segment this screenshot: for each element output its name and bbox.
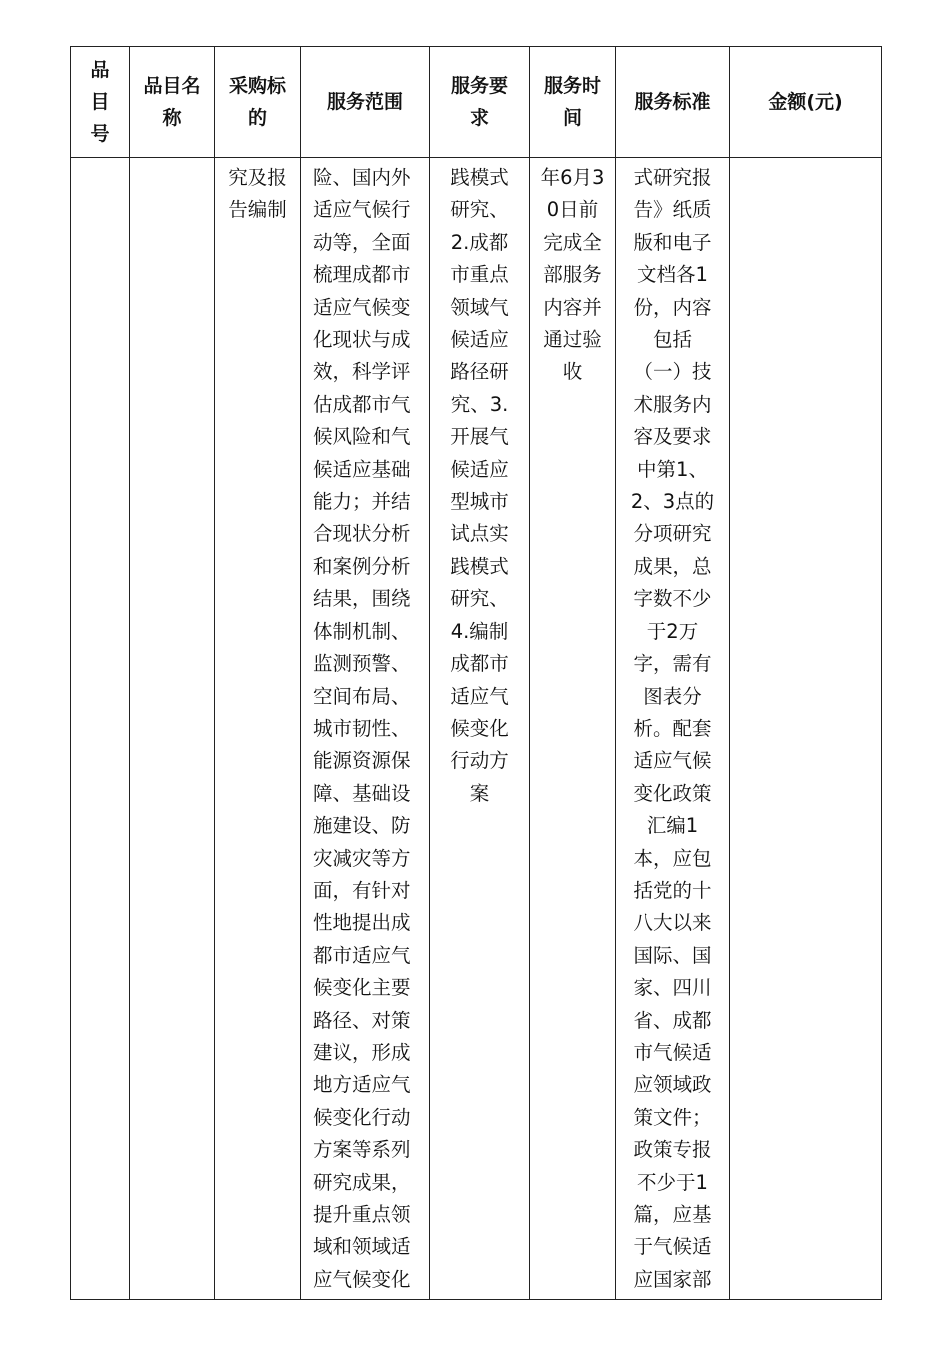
cell-requirement: 践模式研究、2.成都市重点领域气候适应路径研究、3.开展气候适应型城市试点实践模式研究、4.编制成都市适应气候变化行动方案 (430, 158, 530, 1300)
cell-amount (730, 158, 882, 1300)
procurement-table (70, 46, 882, 1300)
cell-standard: 式研究报告》纸质版和电子文档各1份，内容包括（一）技术服务内容及要求中第1、2、3点的分项研究成果，总字数不少于2万字，需有图表分析。配套适应气候变化政策汇编1本，应包括党的十八大以来国际、国家、四川省、成都市气候适应领域政策文件；政策专报不少于1篇，应基于气候适应国家部 (616, 158, 730, 1300)
header-time: 服务时间 (530, 47, 616, 158)
cell-time: 年6月30日前完成全部服务内容并通过验收 (530, 158, 616, 1300)
cell-item-no (71, 158, 130, 1300)
header-target: 采购标的 (215, 47, 301, 158)
cell-scope: 险、国内外适应气候行动等，全面梳理成都市适应气候变化现状与成效，科学评估成都市气候风险和气候适应基础能力；并结合现状分析和案例分析结果，围绕体制机制、监测预警、空间布局、城市韧性、能源资源保障、基础设施建设、防灾减灾等方面，有针对性地提出成都市适应气候变化主要路径、对策建议，形成地方适应气候变化行动方案等系列研究成果，提升重点领域和领域适应气候变化 (301, 158, 430, 1300)
header-scope: 服务范围 (301, 47, 430, 158)
header-standard: 服务标准 (616, 47, 730, 158)
header-item-name: 品目名称 (130, 47, 215, 158)
header-amount: 金额(元) (730, 47, 882, 158)
header-requirement: 服务要求 (430, 47, 530, 158)
header-row (71, 47, 882, 158)
cell-item-name (130, 158, 215, 1300)
header-item-no: 品目号 (71, 47, 130, 158)
table-row (71, 158, 882, 1300)
cell-target: 究及报告编制 (215, 158, 301, 1300)
